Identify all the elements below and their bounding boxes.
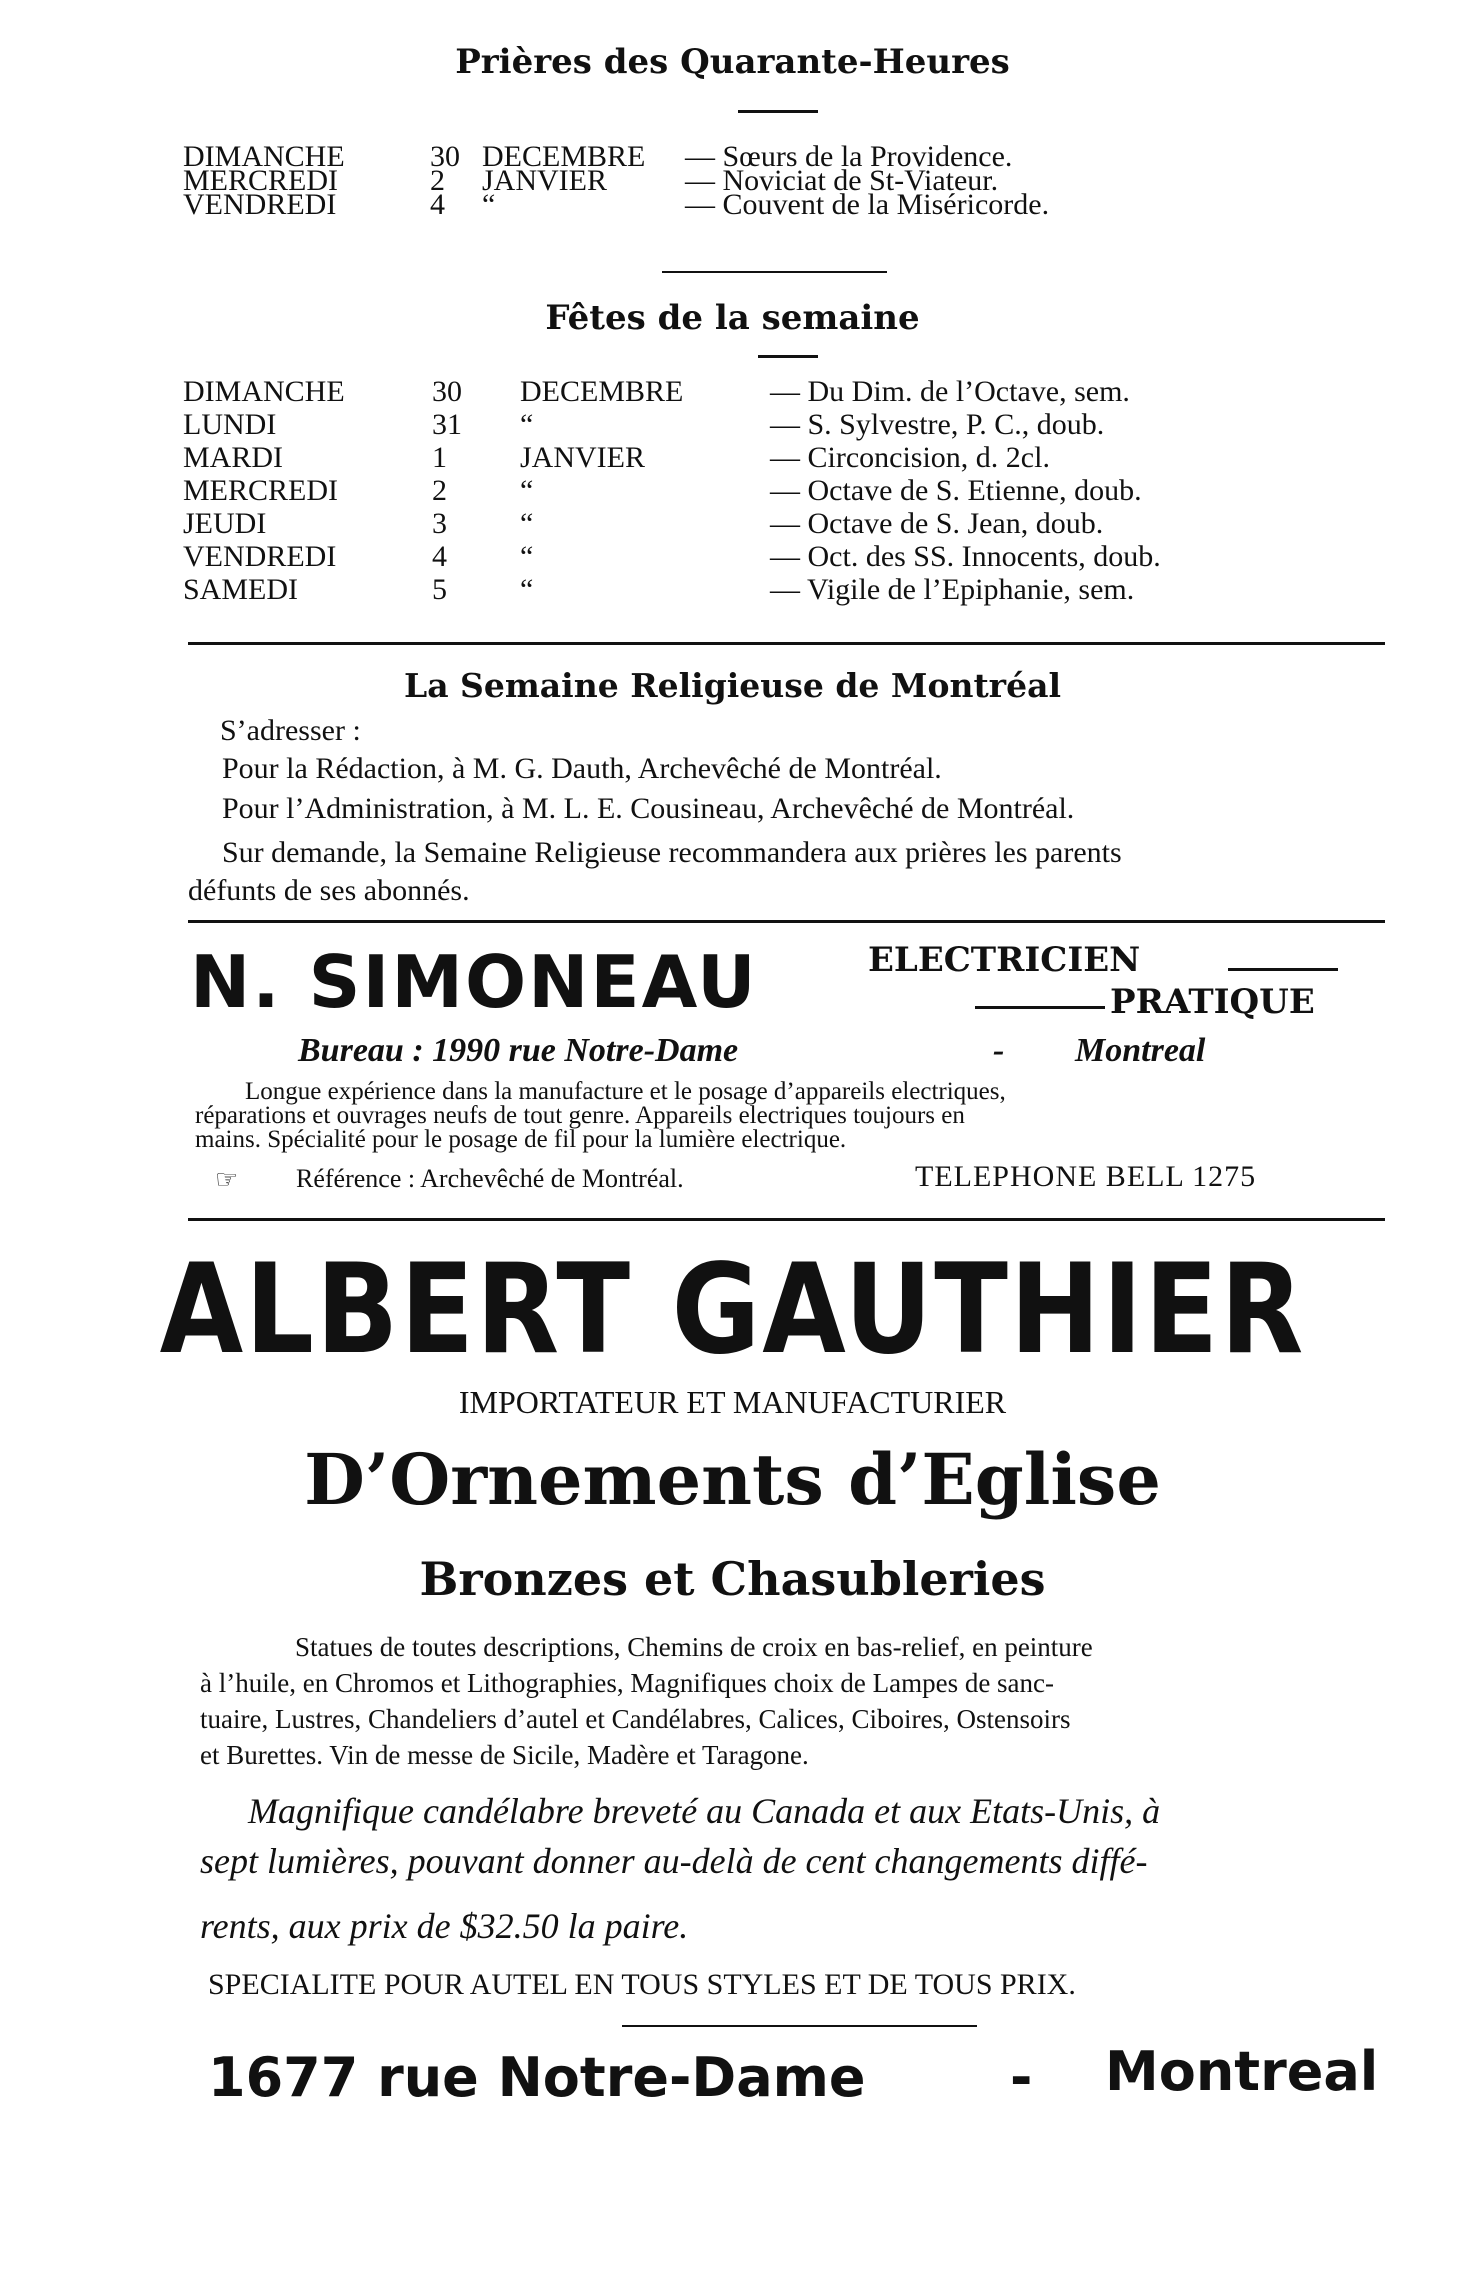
prieres-desc: — Sœurs de la Providence. xyxy=(685,140,1013,173)
simoneau-dash: - xyxy=(993,1032,1005,1069)
fetes-day: VENDREDI xyxy=(183,540,337,573)
fetes-desc: — Du Dim. de l’Octave, sem. xyxy=(770,375,1130,408)
prieres-num: 4 xyxy=(430,188,445,221)
fetes-num: 5 xyxy=(432,573,447,606)
gauthier-p-2: à l’huile, en Chromos et Lithographies, Magnifiques choix de Lampes de sanc- xyxy=(200,1668,1055,1698)
semaine-line-3: Pour l’Administration, à M. L. E. Cousineau, Archevêché de Montréal. xyxy=(222,792,1075,825)
fetes-title: Fêtes de la semaine xyxy=(545,298,920,338)
gauthier-italic-1: Magnifique candélabre breveté au Canada et aux Etats-Unis, à xyxy=(248,1791,1161,1831)
prieres-month: “ xyxy=(482,188,496,221)
pointing-hand-icon: ☞ xyxy=(215,1165,239,1195)
simoneau-desc-3: mains. Spécialité pour le posage de fil pour la lumière electrique. xyxy=(195,1126,847,1153)
fetes-day: JEUDI xyxy=(183,507,267,540)
ornament-rule xyxy=(975,1006,1105,1009)
fetes-num: 2 xyxy=(432,474,447,507)
simoneau-role-1: ELECTRICIEN xyxy=(868,940,1141,980)
gauthier-italic-2: sept lumières, pouvant donner au-delà de cent changements diffé- xyxy=(200,1841,1148,1881)
gauthier-italic-3: rents, aux prix de $32.50 la paire. xyxy=(200,1906,689,1946)
fetes-day: MARDI xyxy=(183,441,284,474)
simoneau-bureau: Bureau : 1990 rue Notre-Dame xyxy=(298,1032,739,1069)
semaine-line-5: défunts de ses abonnés. xyxy=(188,874,470,907)
fetes-day: DIMANCHE xyxy=(183,375,345,408)
prieres-title: Prières des Quarante-Heures xyxy=(455,42,1010,82)
fetes-day: SAMEDI xyxy=(183,573,299,606)
fetes-desc: — S. Sylvestre, P. C., doub. xyxy=(770,408,1105,441)
prieres-num: 30 xyxy=(430,140,460,173)
gauthier-p-1: Statues de toutes descriptions, Chemins de croix en bas-relief, en peinture xyxy=(295,1632,1093,1662)
simoneau-desc-2: réparations et ouvrages neufs de tout genre. Appareils electriques toujours en xyxy=(195,1102,965,1129)
fetes-month: “ xyxy=(520,474,534,507)
semaine-line-2: Pour la Rédaction, à M. G. Dauth, Archevêché de Montréal. xyxy=(222,752,942,785)
semaine-line-1: S’adresser : xyxy=(220,714,361,747)
simoneau-role-2: PRATIQUE xyxy=(1110,982,1315,1022)
prieres-month: DECEMBRE xyxy=(482,140,646,173)
gauthier-address: 1677 rue Notre-Dame xyxy=(208,2046,866,2109)
gauthier-name: ALBERT GAUTHIER xyxy=(159,1238,1306,1382)
title-rule xyxy=(738,110,818,113)
gauthier-ornements: D’Ornements d’Eglise xyxy=(304,1438,1161,1521)
prieres-day: MERCREDI xyxy=(183,164,339,197)
title-rule xyxy=(758,355,818,358)
prieres-desc: — Couvent de la Miséricorde. xyxy=(685,188,1050,221)
section-divider xyxy=(622,2025,977,2027)
gauthier-p-4: et Burettes. Vin de messe de Sicile, Madère et Taragone. xyxy=(200,1740,809,1770)
fetes-num: 4 xyxy=(432,540,447,573)
prieres-desc: — Noviciat de St-Viateur. xyxy=(685,164,999,197)
section-divider xyxy=(188,920,1385,923)
prieres-day: DIMANCHE xyxy=(183,140,345,173)
gauthier-specialite: SPECIALITE POUR AUTEL EN TOUS STYLES ET DE TOUS PRIX. xyxy=(208,1968,1076,2001)
fetes-desc: — Oct. des SS. Innocents, doub. xyxy=(770,540,1161,573)
ornament-rule xyxy=(1228,968,1338,971)
fetes-month: “ xyxy=(520,408,534,441)
section-divider xyxy=(188,642,1385,645)
section-divider xyxy=(662,271,887,273)
fetes-num: 30 xyxy=(432,375,462,408)
fetes-month: “ xyxy=(520,573,534,606)
section-divider xyxy=(188,1218,1385,1221)
fetes-num: 1 xyxy=(432,441,447,474)
fetes-month: “ xyxy=(520,540,534,573)
simoneau-telephone: TELEPHONE BELL 1275 xyxy=(915,1160,1257,1193)
prieres-day: VENDREDI xyxy=(183,188,337,221)
prieres-num: 2 xyxy=(430,164,445,197)
fetes-day: MERCREDI xyxy=(183,474,339,507)
semaine-line-4: Sur demande, la Semaine Religieuse recommandera aux prières les parents xyxy=(222,836,1122,869)
simoneau-name: N. SIMONEAU xyxy=(190,940,758,1024)
simoneau-city: Montreal xyxy=(1075,1032,1206,1069)
simoneau-desc-1: Longue expérience dans la manufacture et le posage d’appareils electriques, xyxy=(245,1078,1006,1105)
fetes-desc: — Octave de S. Jean, doub. xyxy=(770,507,1104,540)
gauthier-city: Montreal xyxy=(1105,2040,1379,2103)
fetes-month: JANVIER xyxy=(520,441,645,474)
fetes-desc: — Octave de S. Etienne, doub. xyxy=(770,474,1142,507)
gauthier-subtitle: IMPORTATEUR ET MANUFACTURIER xyxy=(458,1384,1007,1420)
gauthier-dash: - xyxy=(1010,2046,1033,2109)
fetes-desc: — Circoncision, d. 2cl. xyxy=(770,441,1050,474)
fetes-num: 31 xyxy=(432,408,462,441)
simoneau-reference: Référence : Archevêché de Montréal. xyxy=(296,1164,684,1193)
fetes-desc: — Vigile de l’Epiphanie, sem. xyxy=(770,573,1135,606)
gauthier-bronzes: Bronzes et Chasubleries xyxy=(419,1552,1046,1606)
fetes-month: “ xyxy=(520,507,534,540)
fetes-month: DECEMBRE xyxy=(520,375,684,408)
gauthier-p-3: tuaire, Lustres, Chandeliers d’autel et Candélabres, Calices, Ciboires, Ostensoirs xyxy=(200,1704,1071,1734)
semaine-title: La Semaine Religieuse de Montréal xyxy=(403,666,1061,705)
prieres-month: JANVIER xyxy=(482,164,607,197)
fetes-day: LUNDI xyxy=(183,408,277,441)
fetes-num: 3 xyxy=(432,507,447,540)
